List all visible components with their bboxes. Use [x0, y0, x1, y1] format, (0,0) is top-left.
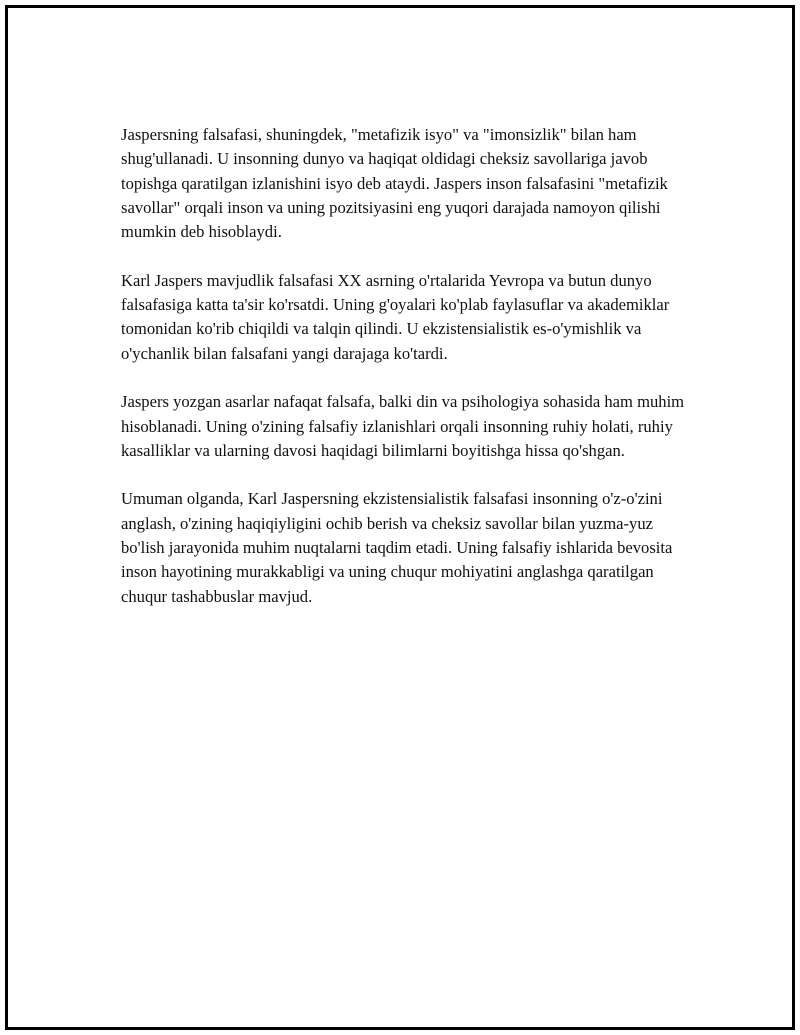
- paragraph-3: Jaspers yozgan asarlar nafaqat falsafa, balki din va psihologiya sohasida ham muhim hisoblanadi. Uning o'zining falsafiy izlanishlari orqali insonning ruhiy holati, ruhiy kasalliklar va ularning davosi haqidagi bilimlarni boyitishga hissa qo'shgan.: [121, 392, 685, 460]
- paragraph-1: Jaspersning falsafasi, shuningdek, "metafizik isyo" va "imonsizlik" bilan ham shug'ullanadi. U insonning dunyo va haqiqat oldidagi cheksiz savollariga javob topishga qaratilgan izlanishini isyo deb ataydi. Jaspers inson falsafasini "metafizik savollar" orqali inson va uning pozitsiyasini eng yuqori darajada namoyon qilishi mumkin deb hisoblaydi.: [121, 125, 668, 242]
- document-body: [121, 123, 691, 633]
- document-page: [5, 5, 795, 1030]
- paragraph-4: Umuman olganda, Karl Jaspersning ekzistensialistik falsafasi insonning o'z-o'zini anglash, o'zining haqiqiyligini ochib berish va cheksiz savollar bilan yuzma-yuz bo'lish jarayonida muhim nuqtalarni taqdim etadi. Uning falsafiy ishlarida bevosita inson hayotining murakkabligi va uning chuqur mohiyatini anglashga qaratilgan chuqur tashabbuslar mavjud.: [121, 489, 673, 606]
- paragraph-2: Karl Jaspers mavjudlik falsafasi XX asrning o'rtalarida Yevropa va butun dunyo falsafasiga katta ta'sir ko'rsatdi. Uning g'oyalari ko'plab faylasuflar va akademiklar tomonidan ko'rib chiqildi va talqin qilindi. U ekzistensialistik es-o'ymishlik va o'ychanlik bilan falsafani yangi darajaga ko'tardi.: [121, 270, 670, 363]
